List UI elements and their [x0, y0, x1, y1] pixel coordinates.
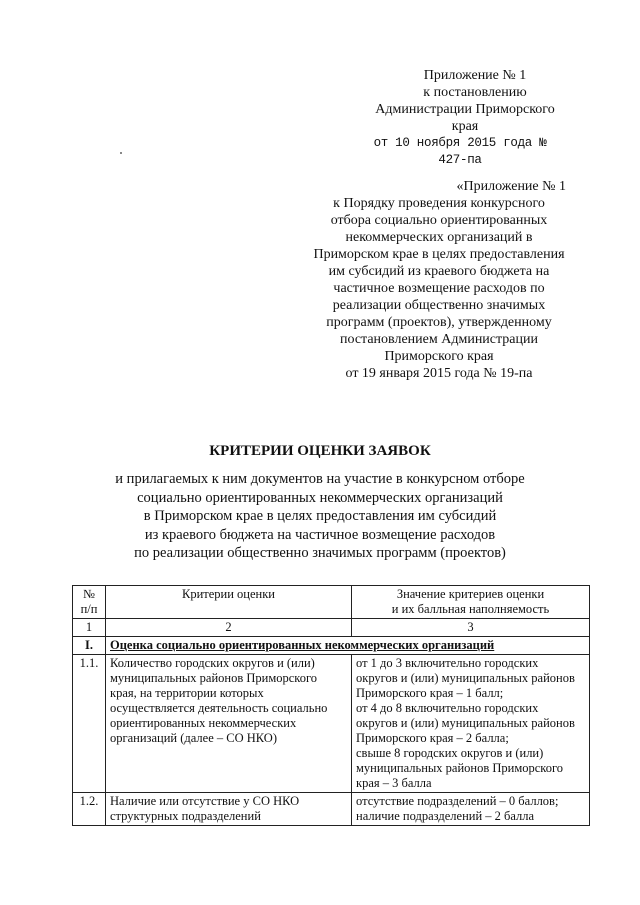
index-cell: 1	[73, 619, 106, 637]
header-value-cell	[352, 586, 590, 619]
decree-header	[330, 67, 560, 169]
decree-header-line: Администрации Приморского края	[375, 102, 555, 134]
header-num-line: п/п	[80, 602, 98, 616]
section-row	[73, 637, 590, 655]
criteria-line: осуществляется деятельность социально	[110, 701, 328, 715]
document-subtitle	[60, 470, 580, 563]
section-title-cell: Оценка социально ориентированных некоммерческих организаций	[106, 637, 590, 655]
appendix-header	[300, 178, 578, 382]
appendix-line: Приморском крае в целях предоставления	[313, 247, 565, 262]
subtitle-line: из краевого бюджета на частичное возмещение расходов	[144, 526, 496, 543]
table-row	[73, 793, 590, 826]
table-index-row	[73, 619, 590, 637]
appendix-line: частичное возмещение расходов по	[333, 281, 545, 296]
table-row	[73, 655, 590, 793]
value-line: Приморского края – 2 балла;	[356, 731, 509, 745]
criteria-line: Наличие или отсутствие у СО НКО	[110, 794, 300, 808]
value-line: свыше 8 городских округов и (или)	[356, 746, 544, 760]
appendix-line: отбора социально ориентированных	[330, 213, 548, 228]
row-num-cell: 1.1.	[73, 655, 106, 793]
row-value-cell	[352, 793, 590, 826]
criteria-line: Количество городских округов и (или)	[110, 656, 315, 670]
row-num-cell: 1.2.	[73, 793, 106, 826]
appendix-line: программ (проектов), утвержденному	[326, 315, 552, 330]
value-line: отсутствие подразделений – 0 баллов;	[356, 794, 559, 808]
decree-header-line: Приложение № 1	[423, 68, 527, 83]
scan-speck	[120, 152, 122, 154]
appendix-line: им субсидий из краевого бюджета на	[328, 264, 550, 279]
value-line: Приморского края – 1 балл;	[356, 686, 504, 700]
criteria-line: структурных подразделений	[110, 809, 261, 823]
header-criteria-cell: Критерии оценки	[106, 586, 352, 619]
value-line: округов и (или) муниципальных районов	[356, 716, 575, 730]
criteria-line: муниципальных районов Приморского	[110, 671, 318, 685]
document-title: КРИТЕРИИ ОЦЕНКИ ЗАЯВОК	[209, 443, 431, 459]
value-line: наличие подразделений – 2 балла	[356, 809, 535, 823]
header-value-line: и их балльная наполняемость	[391, 602, 550, 616]
value-line: края – 3 балла	[356, 776, 432, 790]
decree-date-number: от 10 ноября 2015 года № 427-па	[373, 136, 547, 167]
appendix-line: постановлением Администрации	[340, 332, 538, 347]
header-num-line: №	[83, 587, 95, 601]
appendix-line: к Порядку проведения конкурсного	[333, 196, 545, 211]
criteria-line: организаций (далее – СО НКО)	[110, 731, 277, 745]
decree-header-line: к постановлению	[423, 85, 527, 100]
section-num-cell: I.	[73, 637, 106, 655]
subtitle-line: по реализации общественно значимых программ (проектов)	[134, 545, 506, 561]
row-value-cell	[352, 655, 590, 793]
row-criteria-cell	[106, 793, 352, 826]
appendix-line: от 19 января 2015 года № 19-па	[345, 366, 533, 381]
appendix-line: Приморского края	[384, 349, 494, 364]
row-criteria-cell	[106, 655, 352, 793]
criteria-table	[72, 585, 590, 826]
header-num-cell	[73, 586, 106, 619]
appendix-line: «Приложение № 1	[456, 179, 566, 194]
index-cell: 3	[352, 619, 590, 637]
appendix-line: некоммерческих организаций в	[345, 230, 533, 245]
value-line: округов и (или) муниципальных районов	[356, 671, 575, 685]
criteria-line: края, на территории которых	[110, 686, 264, 700]
value-line: муниципальных районов Приморского	[356, 761, 564, 775]
criteria-line: ориентированных некоммерческих	[110, 716, 297, 730]
subtitle-line: в Приморском крае в целях предоставления им субсидий	[143, 508, 497, 524]
index-cell: 2	[106, 619, 352, 637]
value-line: от 1 до 3 включительно городских	[356, 656, 539, 670]
subtitle-line: социально ориентированных некоммерческих организаций	[137, 489, 503, 506]
value-line: от 4 до 8 включительно городских	[356, 701, 539, 715]
appendix-line: реализации общественно значимых	[332, 298, 546, 313]
header-value-line: Значение критериев оценки	[396, 587, 545, 601]
table-header-row	[73, 586, 590, 619]
subtitle-line: и прилагаемых к ним документов на участие в конкурсном отборе	[115, 471, 525, 487]
